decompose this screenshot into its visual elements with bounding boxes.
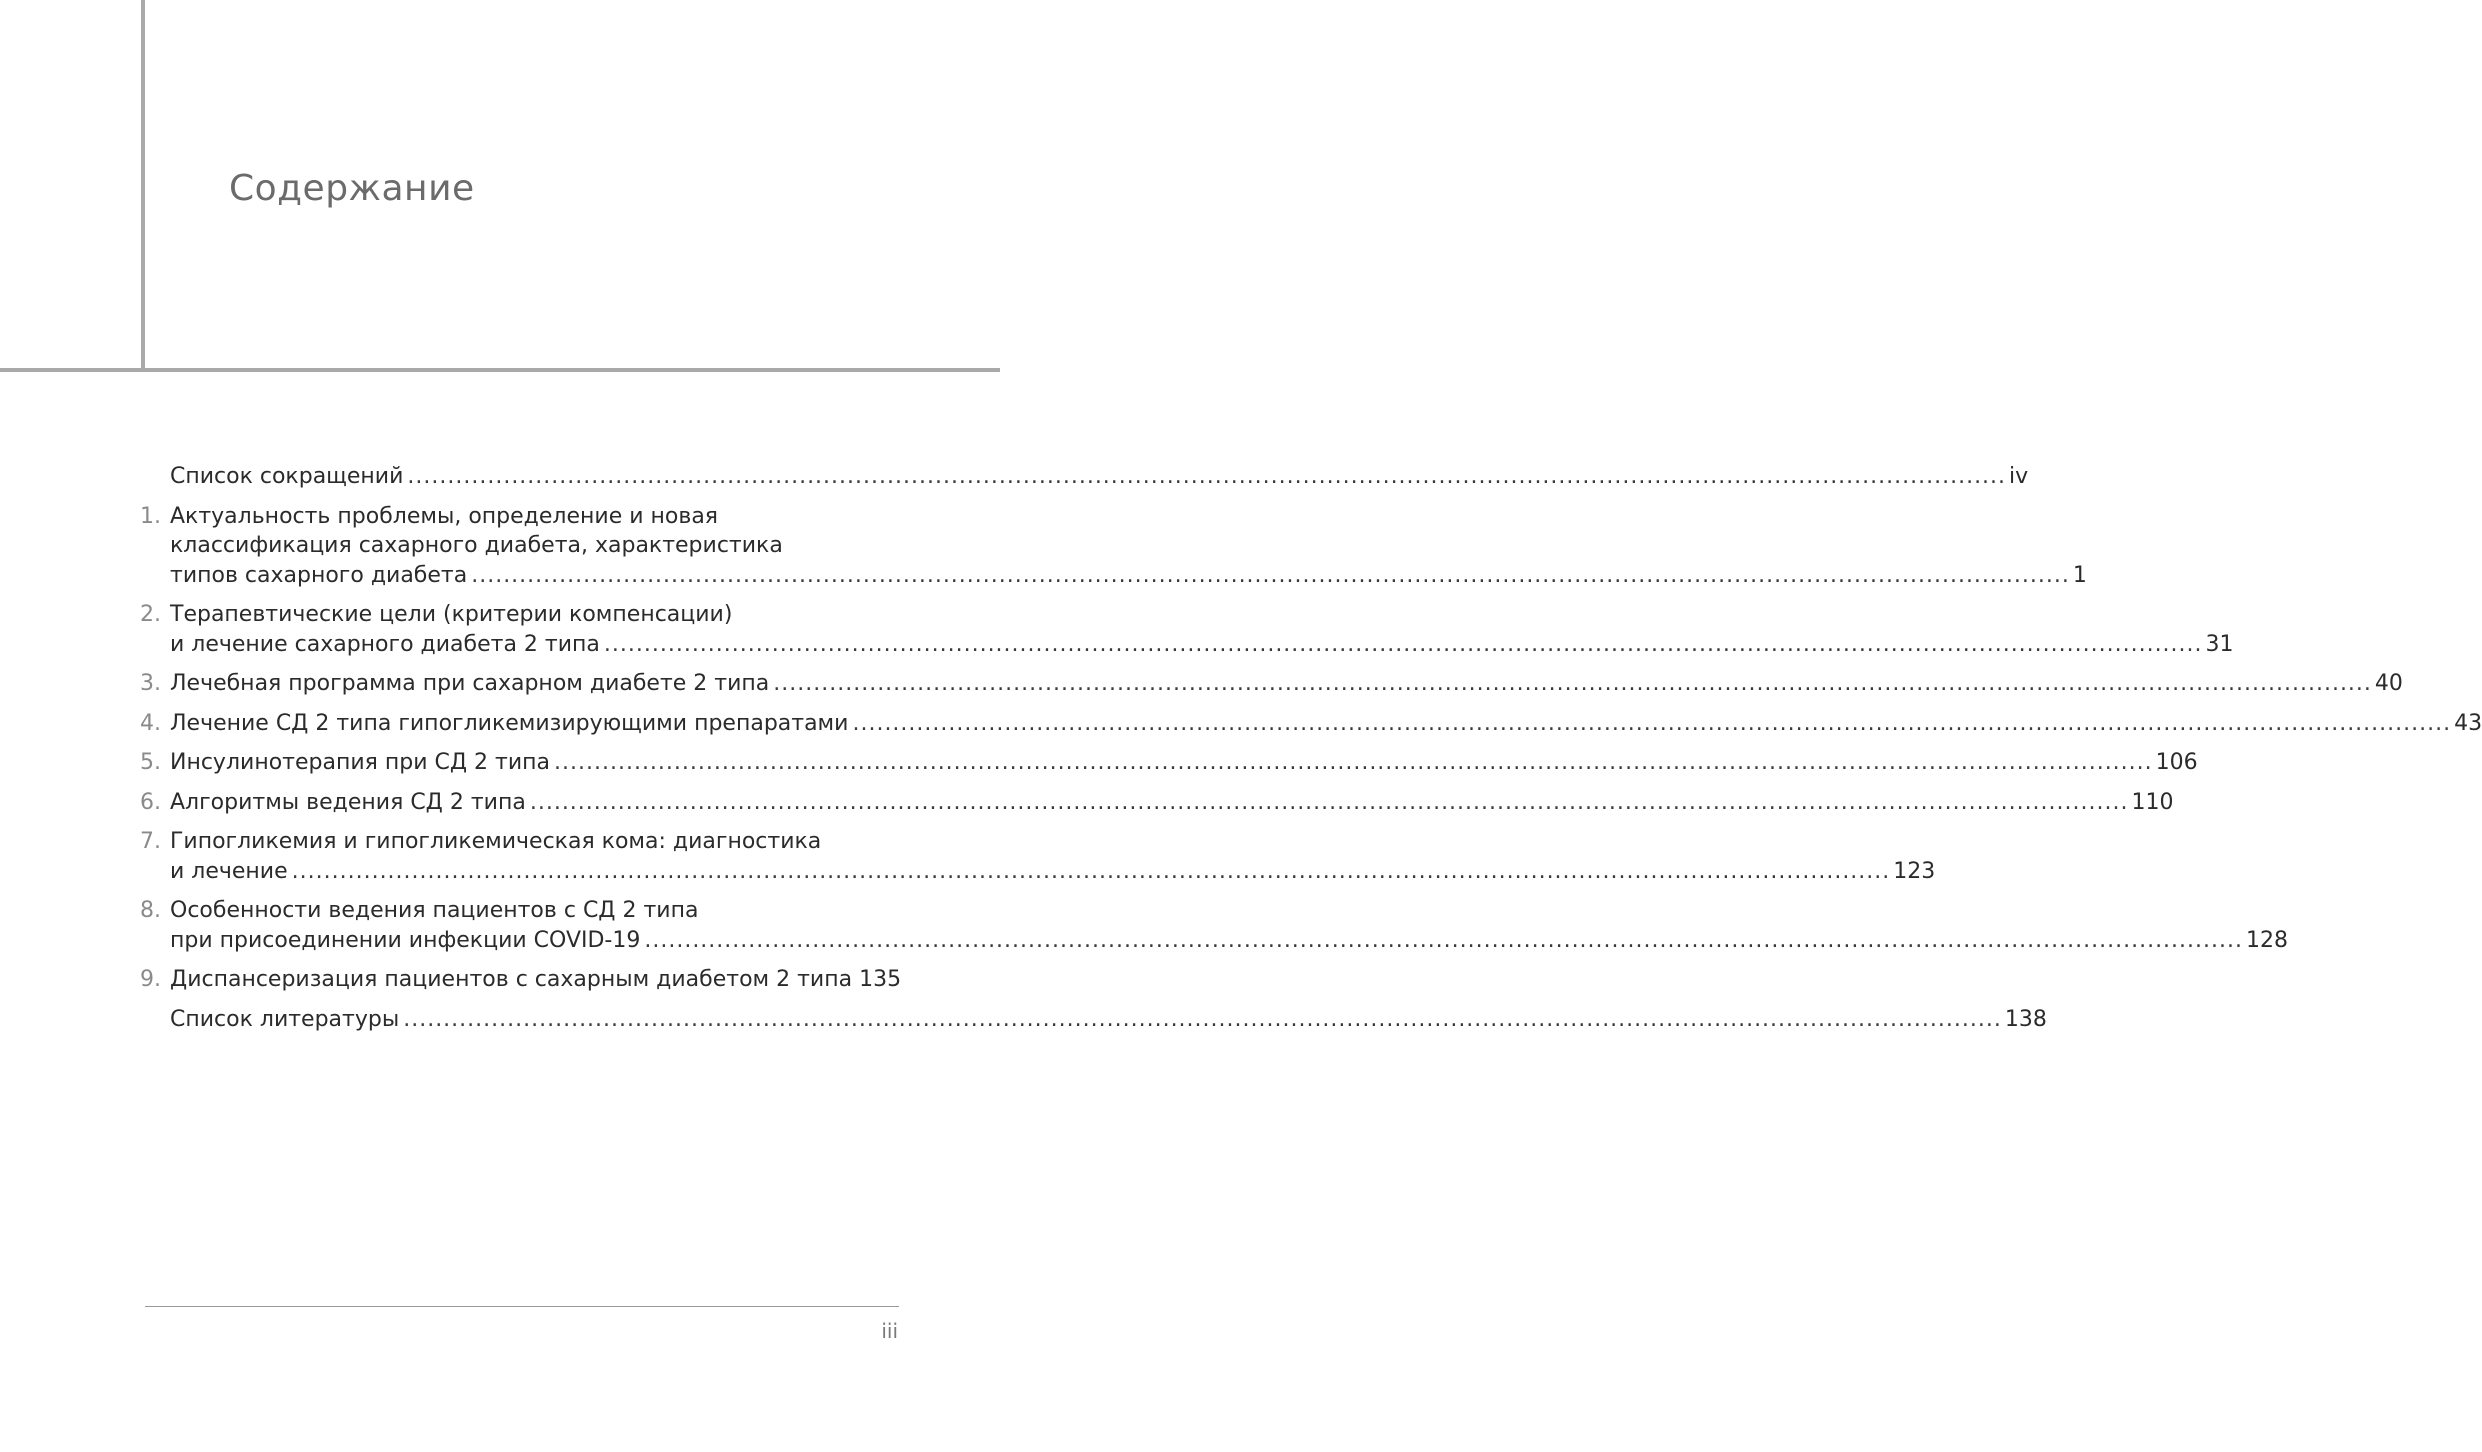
dot-leader: ........................................................................................................................................................................................................ (529, 789, 2129, 815)
toc-entry-text: Диспансеризация пациентов с сахарным диабетом 2 типа (170, 967, 853, 992)
toc-page-number: 43 (2454, 710, 2482, 736)
toc-entry[interactable] (140, 669, 2403, 699)
toc-entry-text: Лечебная программа при сахарном диабете 2 типа (170, 671, 770, 696)
vertical-rule (141, 0, 145, 370)
toc-page-number: 110 (2131, 789, 2174, 815)
toc-entry-number: 8. (140, 898, 161, 923)
toc-entry[interactable] (140, 502, 2087, 591)
dot-leader: ........................................................................................................................................................................................................ (291, 858, 1891, 884)
footer-rule (145, 1306, 899, 1307)
toc-entry[interactable] (140, 600, 2234, 659)
toc-page-number: 106 (2155, 750, 2198, 775)
dot-leader: ........................................................................................................................................................................................................ (773, 671, 2372, 696)
toc-page-number: 135 (859, 967, 902, 992)
toc-entry-text: и лечение сахарного диабета 2 типа (170, 631, 600, 657)
toc-entry-text: типов сахарного диабета (170, 562, 468, 588)
toc-entry-text: при присоединении инфекции COVID-19 (170, 927, 641, 953)
dot-leader: ........................................................................................................................................................................................................ (407, 464, 2007, 489)
page-number: iii (881, 1319, 898, 1343)
toc-entry[interactable] (140, 748, 2198, 778)
dot-leader: ........................................................................................................................................................................................................ (852, 710, 2452, 736)
toc-page-number: 1 (2072, 562, 2087, 588)
toc-page-number: 138 (2004, 1006, 2047, 1032)
toc-entry[interactable] (140, 788, 2174, 818)
dot-leader: ........................................................................................................................................................................................................ (603, 631, 2203, 657)
toc-page-number: 123 (1893, 858, 1936, 884)
toc-entry[interactable] (140, 462, 2029, 492)
dot-leader: ........................................................................................................................................................................................................ (471, 562, 2070, 588)
toc-entry[interactable] (140, 1005, 2047, 1035)
dot-leader: ........................................................................................................................................................................................................ (644, 927, 2243, 953)
toc-entry-text: Терапевтические цели (критерии компенсации) (170, 602, 733, 627)
toc-entry-text: Алгоритмы ведения СД 2 типа (170, 789, 526, 815)
toc-entry-text: Особенности ведения пациентов с СД 2 типа (170, 898, 699, 923)
toc-entry-text: Список литературы (170, 1006, 400, 1032)
toc-entry-text: Актуальность проблемы, определение и новая (170, 503, 719, 529)
toc-entry-number: 1. (140, 503, 161, 529)
toc-page-number: iv (2009, 464, 2029, 489)
toc-entry-text: Лечение СД 2 типа гипогликемизирующими препаратами (170, 710, 849, 736)
toc-entry[interactable] (140, 896, 2288, 955)
toc-entry[interactable] (140, 709, 2482, 739)
dot-leader: ........................................................................................................................................................................................................ (554, 750, 2153, 775)
toc-entry-number: 5. (140, 750, 161, 775)
toc-page-number: 31 (2205, 631, 2234, 657)
toc-page-number: 40 (2374, 671, 2403, 696)
toc-entry-number: 3. (140, 671, 161, 696)
dot-leader: ........................................................................................................................................................................................................ (403, 1006, 2002, 1032)
toc-entry[interactable] (140, 965, 902, 995)
table-of-contents (140, 462, 2482, 1044)
horizontal-rule (0, 368, 1000, 372)
toc-entry-number: 4. (140, 710, 161, 736)
toc-page-number: 128 (2246, 927, 2288, 953)
page-title: Содержание (229, 168, 475, 209)
toc-entry-number: 7. (140, 829, 161, 854)
toc-entry[interactable] (140, 827, 1936, 886)
toc-entry-number: 6. (140, 789, 161, 815)
toc-entry-text: Инсулинотерапия при СД 2 типа (170, 750, 551, 775)
toc-entry-text: и лечение (170, 858, 288, 884)
toc-entry-text: Гипогликемия и гипогликемическая кома: диагностика (170, 829, 822, 854)
toc-entry-text: классификация сахарного диабета, характеристика (170, 533, 783, 558)
toc-entry-number: 2. (140, 602, 161, 627)
toc-entry-number: 9. (140, 967, 161, 992)
toc-entry-text: Список сокращений (170, 464, 404, 489)
